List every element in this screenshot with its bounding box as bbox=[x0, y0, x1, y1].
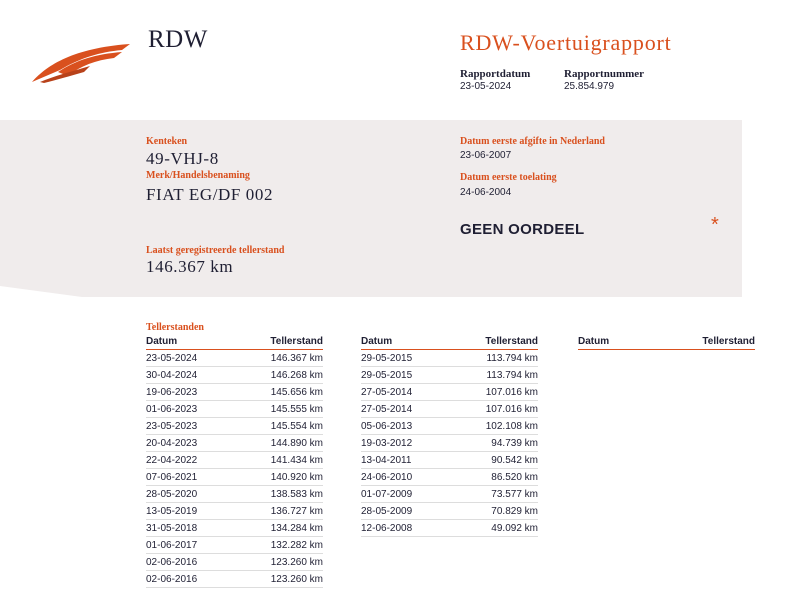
report-title: RDW-Voertuigrapport bbox=[460, 30, 672, 55]
row-reading: 49.092 km bbox=[491, 522, 538, 534]
brand-name: RDW bbox=[148, 26, 208, 53]
row-date: 30-04-2024 bbox=[146, 369, 198, 381]
row-reading: 145.555 km bbox=[270, 403, 323, 415]
row-date: 28-05-2009 bbox=[361, 505, 413, 517]
row-date: 07-06-2021 bbox=[146, 471, 198, 483]
row-reading: 113.794 km bbox=[486, 369, 538, 381]
odometer-column-3 bbox=[578, 336, 755, 350]
row-date: 23-05-2023 bbox=[146, 420, 198, 432]
row-reading: 102.108 km bbox=[485, 420, 538, 432]
reading-header: Tellerstand bbox=[270, 336, 323, 347]
report-date-label: Rapportdatum bbox=[460, 68, 531, 80]
row-reading: 86.520 km bbox=[491, 471, 538, 483]
odometer-column-header bbox=[146, 336, 323, 350]
row-date: 01-06-2023 bbox=[146, 403, 198, 415]
table-row bbox=[146, 452, 323, 469]
row-reading: 138.583 km bbox=[270, 488, 323, 500]
table-row bbox=[361, 350, 538, 367]
odometer-column-header bbox=[578, 336, 755, 350]
row-reading: 94.739 km bbox=[491, 437, 538, 449]
plate-value: 49-VHJ-8 bbox=[146, 149, 219, 168]
table-row bbox=[146, 418, 323, 435]
first-issue-nl-label: Datum eerste afgifte in Nederland bbox=[460, 136, 605, 147]
table-row bbox=[361, 503, 538, 520]
table-row bbox=[146, 384, 323, 401]
report-number: 25.854.979 bbox=[564, 81, 615, 92]
row-date: 19-03-2012 bbox=[361, 437, 413, 449]
first-issue-nl-value: 23-06-2007 bbox=[460, 150, 512, 161]
table-row bbox=[146, 554, 323, 571]
row-date: 13-04-2011 bbox=[361, 454, 412, 466]
row-date: 31-05-2018 bbox=[146, 522, 198, 534]
table-row bbox=[146, 469, 323, 486]
table-row bbox=[361, 435, 538, 452]
row-date: 28-05-2020 bbox=[146, 488, 198, 500]
report-date: 23-05-2024 bbox=[460, 81, 512, 92]
table-row bbox=[361, 486, 538, 503]
row-date: 29-05-2015 bbox=[361, 369, 413, 381]
row-reading: 144.890 km bbox=[270, 437, 323, 449]
row-reading: 123.260 km bbox=[270, 556, 323, 568]
verdict-asterisk: * bbox=[711, 214, 719, 236]
odometer-column-1 bbox=[146, 336, 323, 588]
table-row bbox=[361, 469, 538, 486]
row-reading: 90.542 km bbox=[491, 454, 538, 466]
row-reading: 73.577 km bbox=[491, 488, 538, 500]
row-reading: 145.554 km bbox=[270, 420, 323, 432]
date-header: Datum bbox=[146, 336, 178, 347]
table-row bbox=[361, 384, 538, 401]
row-date: 02-06-2016 bbox=[146, 556, 198, 568]
row-reading: 70.829 km bbox=[491, 505, 538, 517]
row-reading: 141.434 km bbox=[270, 454, 323, 466]
table-row bbox=[361, 452, 538, 469]
row-reading: 136.727 km bbox=[270, 505, 323, 517]
row-reading: 146.367 km bbox=[270, 352, 323, 364]
last-odometer-label: Laatst geregistreerde tellerstand bbox=[146, 245, 285, 256]
odometer-column-2 bbox=[361, 336, 538, 537]
table-row bbox=[361, 520, 538, 537]
row-reading: 140.920 km bbox=[270, 471, 323, 483]
reading-header: Tellerstand bbox=[702, 336, 755, 347]
row-date: 27-05-2014 bbox=[361, 386, 413, 398]
odometer-column-header bbox=[361, 336, 538, 350]
table-row bbox=[146, 503, 323, 520]
date-header: Datum bbox=[361, 336, 393, 347]
vehicle-info-panel bbox=[0, 120, 742, 297]
table-row bbox=[146, 486, 323, 503]
row-date: 01-06-2017 bbox=[146, 539, 198, 551]
first-admission-label: Datum eerste toelating bbox=[460, 172, 557, 183]
row-reading: 134.284 km bbox=[270, 522, 323, 534]
reading-header: Tellerstand bbox=[485, 336, 538, 347]
plate-label: Kenteken bbox=[146, 136, 188, 147]
row-reading: 107.016 km bbox=[485, 403, 538, 415]
make-label: Merk/Handelsbenaming bbox=[146, 170, 250, 181]
date-header: Datum bbox=[578, 336, 610, 347]
row-date: 29-05-2015 bbox=[361, 352, 413, 364]
table-row bbox=[146, 435, 323, 452]
first-admission-value: 24-06-2004 bbox=[460, 187, 512, 198]
row-reading: 113.794 km bbox=[486, 352, 538, 364]
report-number-label: Rapportnummer bbox=[564, 68, 645, 80]
table-row bbox=[361, 418, 538, 435]
row-date: 23-05-2024 bbox=[146, 352, 198, 364]
make-value: FIAT EG/DF 002 bbox=[146, 185, 274, 204]
table-row bbox=[146, 401, 323, 418]
table-row bbox=[146, 367, 323, 384]
row-reading: 145.656 km bbox=[270, 386, 323, 398]
row-date: 24-06-2010 bbox=[361, 471, 413, 483]
table-row bbox=[361, 401, 538, 418]
row-reading: 146.268 km bbox=[270, 369, 323, 381]
row-date: 01-07-2009 bbox=[361, 488, 413, 500]
row-reading: 107.016 km bbox=[485, 386, 538, 398]
row-date: 20-04-2023 bbox=[146, 437, 198, 449]
row-date: 05-06-2013 bbox=[361, 420, 413, 432]
odometer-section-title: Tellerstanden bbox=[146, 322, 204, 333]
table-row bbox=[146, 537, 323, 554]
panel-corner-cut bbox=[0, 286, 82, 297]
table-row bbox=[146, 350, 323, 367]
rdw-logo-icon bbox=[30, 36, 134, 84]
table-row bbox=[146, 520, 323, 537]
table-row bbox=[361, 367, 538, 384]
row-date: 27-05-2014 bbox=[361, 403, 413, 415]
row-date: 19-06-2023 bbox=[146, 386, 198, 398]
row-reading: 123.260 km bbox=[270, 573, 323, 585]
row-date: 13-05-2019 bbox=[146, 505, 198, 517]
table-row bbox=[146, 571, 323, 588]
row-date: 12-06-2008 bbox=[361, 522, 413, 534]
row-reading: 132.282 km bbox=[270, 539, 323, 551]
verdict-text: GEEN OORDEEL bbox=[460, 221, 585, 238]
row-date: 02-06-2016 bbox=[146, 573, 198, 585]
last-odometer-value: 146.367 km bbox=[146, 257, 234, 276]
row-date: 22-04-2022 bbox=[146, 454, 198, 466]
